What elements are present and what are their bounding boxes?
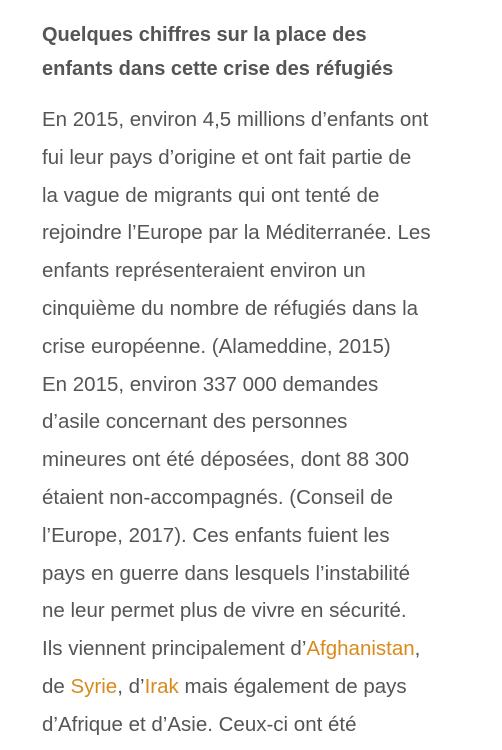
text-segment: Ils viennent principalement d’ [42,637,307,661]
text-line: enfants représenteraient environ un [42,259,366,283]
section-heading [42,18,482,86]
article [42,18,482,744]
text-segment: de [42,674,71,698]
heading-line: enfants dans cette crise des réfugiés [42,58,394,80]
text-line [42,630,482,668]
link-afghanistan[interactable]: Afghanistan [306,637,415,661]
article-body [42,101,482,744]
link-syrie[interactable]: Syrie [70,674,118,698]
text-line: ne leur permet plus de vivre en sécurité. [42,599,407,623]
text-line: pays en guerre dans lesquels l’instabilité [42,561,411,585]
text-line: rejoindre l’Europe par la Méditerranée. Les [42,221,431,245]
text-line: En 2015, environ 4,5 millions d’enfants ont [42,108,429,131]
link-irak[interactable]: Irak [144,674,179,698]
heading-line: Quelques chiffres sur la place des [42,24,367,46]
text-line: fui leur pays d’origine et ont fait partie de [42,145,412,169]
text-segment: , d’ [117,674,145,698]
text-line: l’Europe, 2017). Ces enfants fuient les [42,523,390,547]
text-line: étaient non-accompagnés. (Conseil de [42,485,393,509]
text-line: d’asile concernant des personnes [42,410,348,434]
text-line: En 2015, environ 337 000 demandes [42,372,379,396]
text-segment: , [414,637,421,661]
text-line: la vague de migrants qui ont tenté de [42,183,380,207]
text-line [42,668,482,706]
text-line: d’Afrique et d’Asie. Ceux-ci ont été [42,712,357,736]
text-line: cinquième du nombre de réfugiés dans la [42,296,419,320]
text-line: crise européenne. (Alameddine, 2015) [42,334,391,358]
text-line: mineures ont été déposées, dont 88 300 [42,448,409,472]
text-segment: mais également de pays [178,674,407,698]
